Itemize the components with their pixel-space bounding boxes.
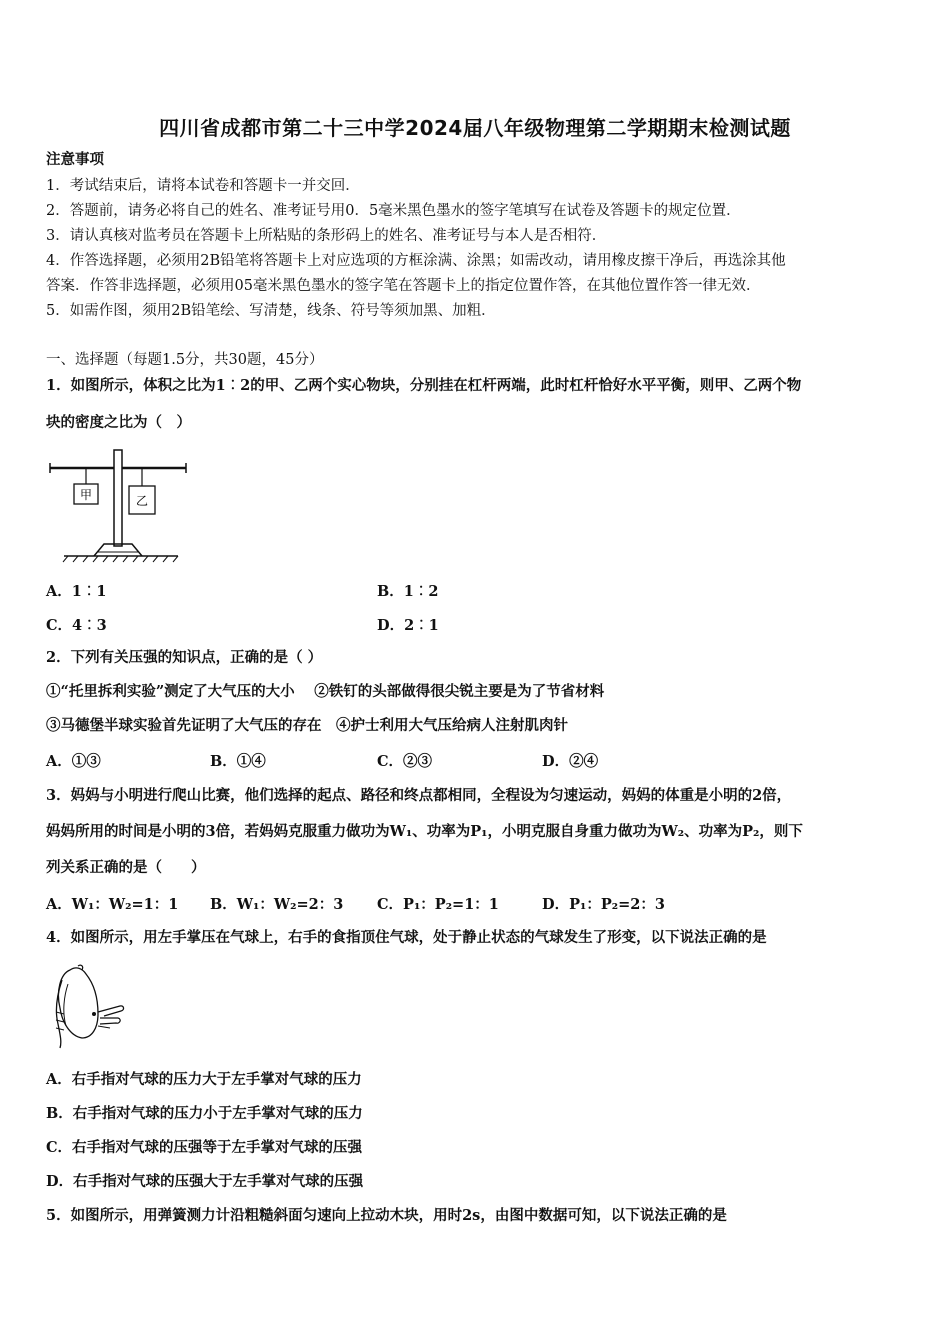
- notice-item: 5．如需作图，须用2B铅笔绘、写清楚，线条、符号等须加黑、加粗．: [46, 303, 496, 319]
- question-3-line: 列关系正确的是（ ）: [46, 859, 206, 876]
- option-b: B．W₁：W₂=2：3: [210, 896, 344, 913]
- question-5-stem: 5．如图所示，用弹簧测力计沿粗糙斜面匀速向上拉动木块，用时2s，由图中数据可知，以下说法正确的是: [46, 1207, 727, 1224]
- option-d: D．右手指对气球的压强大于左手掌对气球的压强: [46, 1173, 364, 1190]
- question-3-line: 妈妈所用的时间是小明的3倍，若妈妈克服重力做功为W₁、功率为P₁，小明克服自身重力做功为W₂、功率为P₂，则下: [46, 823, 803, 840]
- balloon-figure: [48, 962, 128, 1050]
- option-c: C．②③: [377, 753, 433, 770]
- question-1-line: 块的密度之比为（ ）: [46, 414, 191, 431]
- notice-heading: 注意事项: [46, 151, 104, 168]
- question-2-line: ③马德堡半球实验首先证明了大气压的存在 ④护士利用大气压给病人注射肌肉针: [46, 717, 568, 734]
- option-d: D．2︰1: [377, 617, 439, 634]
- option-d: D．②④: [542, 753, 599, 770]
- page-title: 四川省成都市第二十三中学2024届八年级物理第二学期期末检测试题: [159, 116, 791, 140]
- question-4-stem: 4．如图所示，用左手掌压在气球上，右手的食指顶住气球，处于静止状态的气球发生了形变，以下说法正确的是: [46, 929, 767, 946]
- option-b: B．1︰2: [377, 583, 439, 600]
- option-b: B．①④: [210, 753, 266, 770]
- option-c: C．右手指对气球的压强等于左手掌对气球的压强: [46, 1139, 363, 1156]
- notice-item: 1．考试结束后，请将本试卷和答题卡一并交回．: [46, 178, 360, 194]
- option-a: A．右手指对气球的压力大于左手掌对气球的压力: [46, 1071, 362, 1088]
- option-a: A．1︰1: [46, 583, 107, 600]
- question-1-line: 1．如图所示，体积之比为1︰2的甲、乙两个实心物块，分别挂在杠杆两端，此时杠杆恰好水平平衡，则甲、乙两个物: [46, 377, 802, 394]
- question-2-stem: 2．下列有关压强的知识点，正确的是（ ）: [46, 649, 323, 666]
- option-c: C．P₁：P₂=1：1: [377, 896, 499, 913]
- notice-item: 答案．作答非选择题，必须用05毫米黑色墨水的签字笔在答题卡上的指定位置作答，在其他位置作答一律无效．: [46, 278, 761, 294]
- question-2-line: ①“托里拆利实验”测定了大气压的大小 ②铁钉的头部做得很尖锐主要是为了节省材料: [46, 683, 605, 700]
- option-d: D．P₁：P₂=2：3: [542, 896, 665, 913]
- notice-item: 3．请认真核对监考员在答题卡上所粘贴的条形码上的姓名、准考证号与本人是否相符．: [46, 228, 607, 244]
- option-a: A．W₁：W₂=1：1: [46, 896, 179, 913]
- section-heading: 一、选择题（每题1.5分，共30题，45分）: [46, 352, 324, 368]
- option-c: C．4︰3: [46, 617, 107, 634]
- option-a: A．①③: [46, 753, 101, 770]
- option-b: B．右手指对气球的压力小于左手掌对气球的压力: [46, 1105, 363, 1122]
- notice-item: 2．答题前，请务必将自己的姓名、准考证号用0．5毫米黑色墨水的签字笔填写在试卷及答题卡的规定位置．: [46, 203, 741, 219]
- lever-figure: [46, 448, 196, 564]
- question-3-line: 3．妈妈与小明进行爬山比赛，他们选择的起点、路径和终点都相同，全程设为匀速运动，妈妈的体重是小明的2倍，: [46, 787, 792, 804]
- notice-item: 4．作答选择题，必须用2B铅笔将答题卡上对应选项的方框涂满、涂黑；如需改动，请用橡皮擦干净后，再选涂其他: [46, 253, 786, 269]
- block-label-jia: 甲: [79, 488, 93, 502]
- block-label-yi: 乙: [135, 494, 149, 508]
